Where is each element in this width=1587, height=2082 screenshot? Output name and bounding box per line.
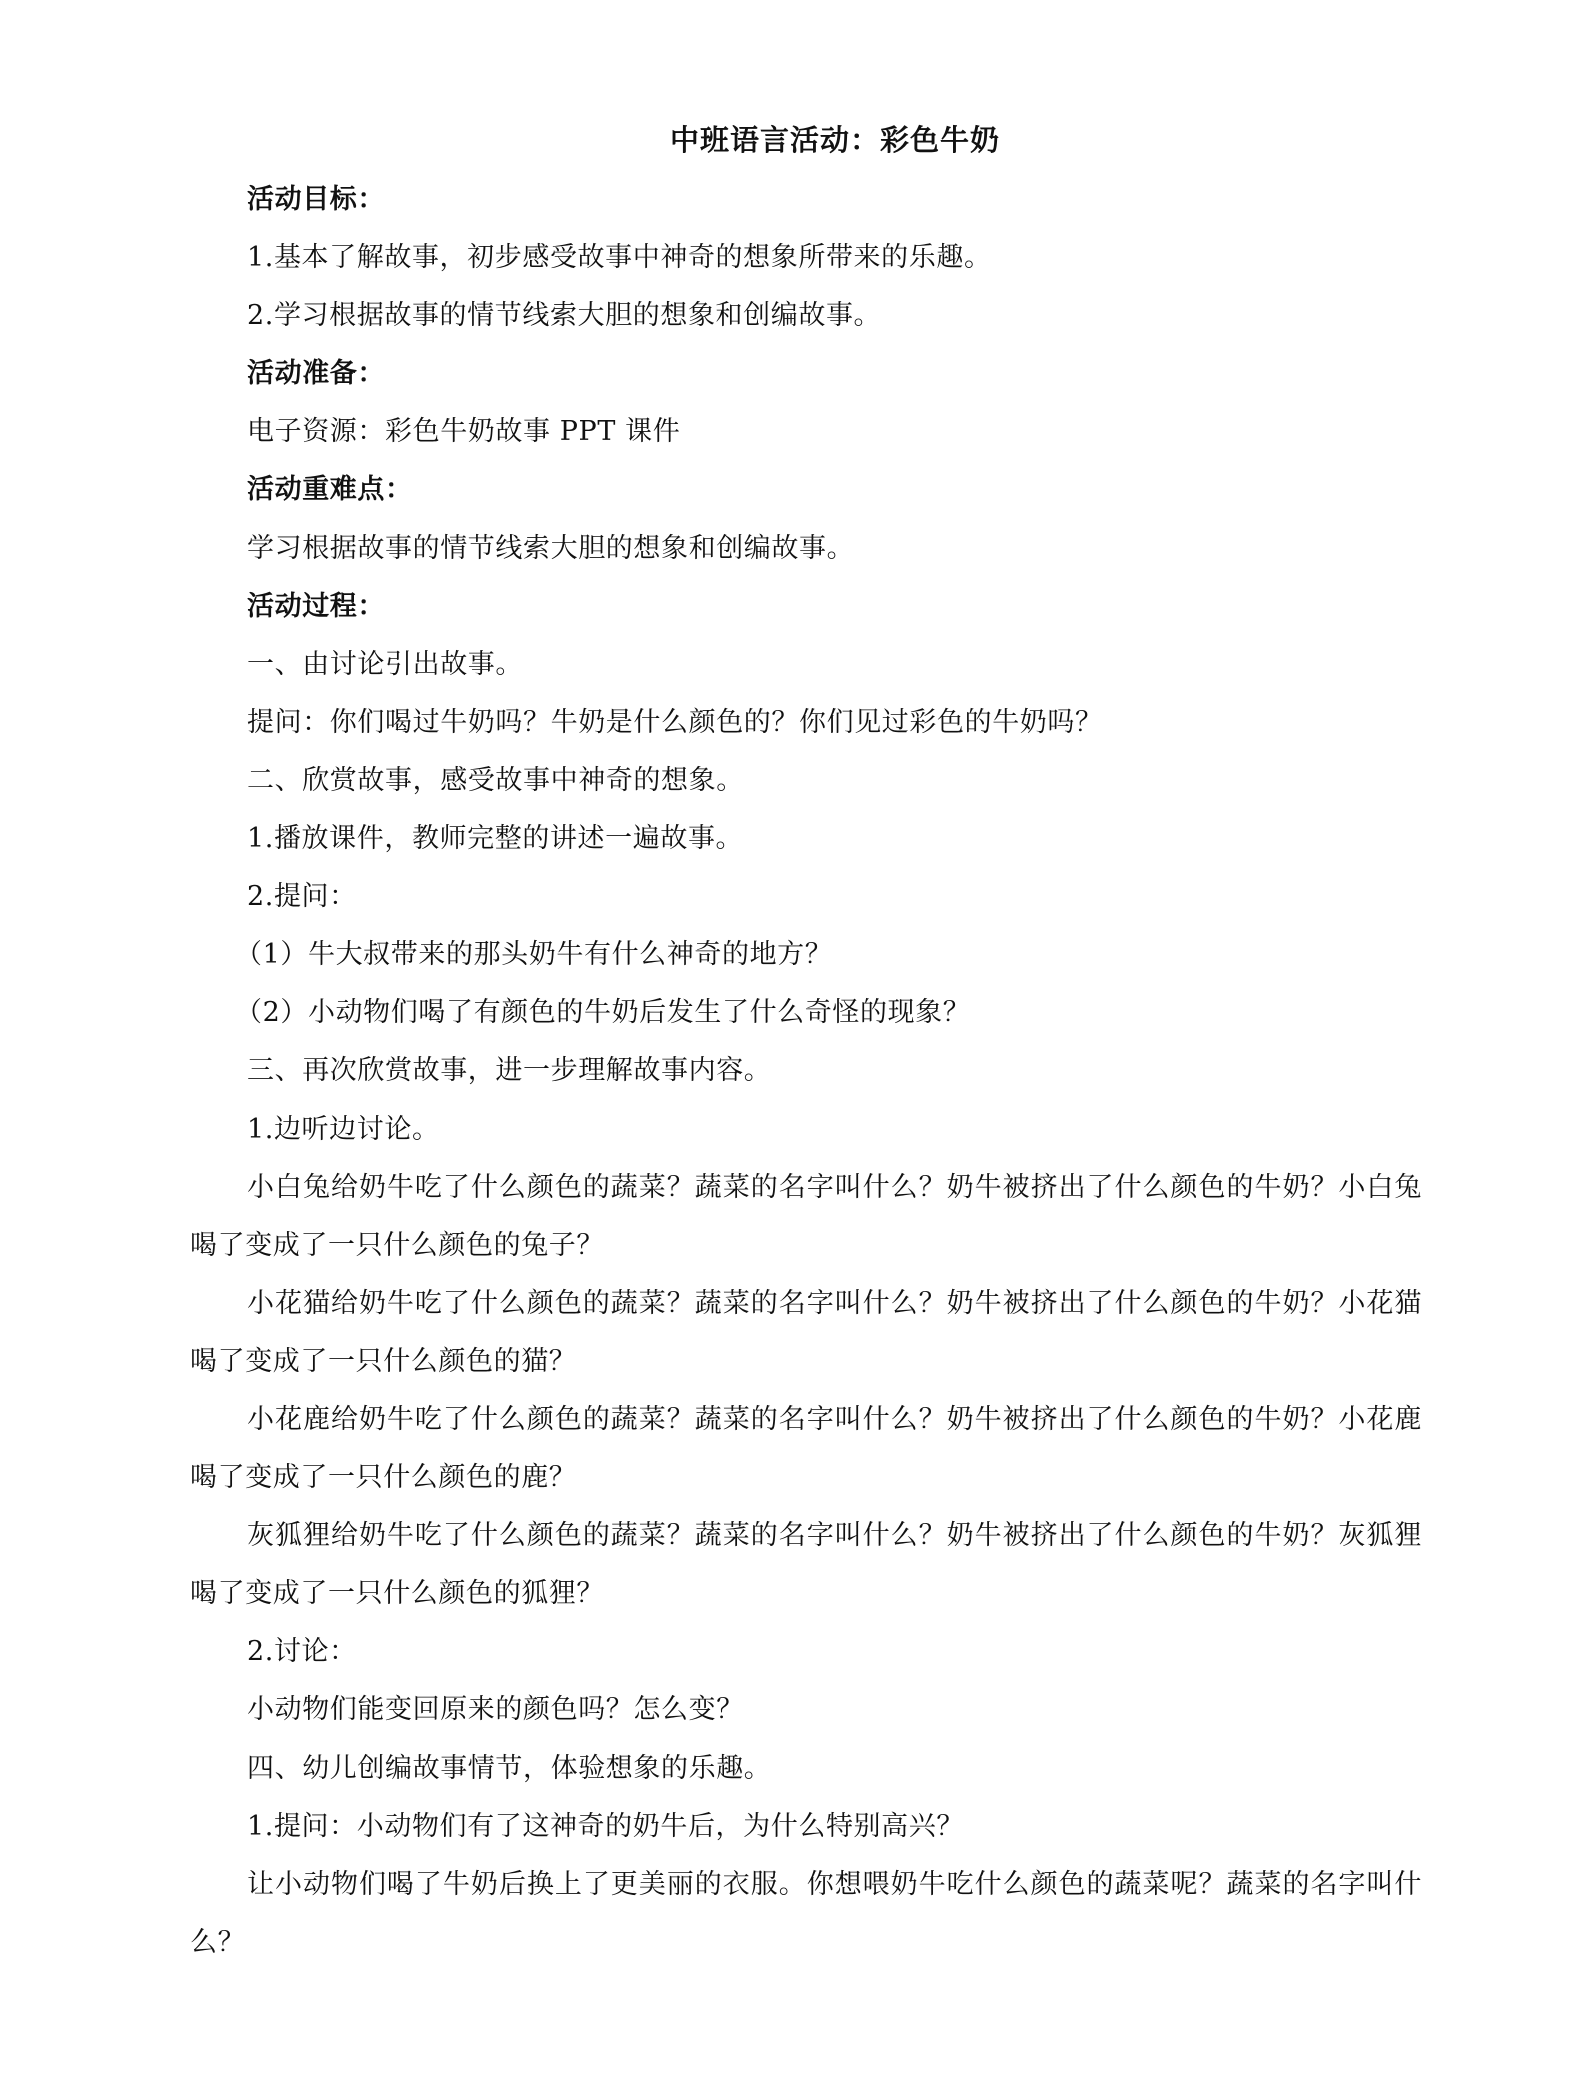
section-heading-process: 活动过程：	[247, 590, 385, 622]
story-question-deer: 小花鹿给奶牛吃了什么颜色的蔬菜？蔬菜的名字叫什么？奶牛被挤出了什么颜色的牛奶？小花鹿喝了变成了一只什么颜色的鹿？	[190, 1403, 1422, 1494]
document-title: 中班语言活动：彩色牛奶	[669, 123, 1000, 157]
question-item-2: （2）小动物们喝了有颜色的牛奶后发生了什么奇怪的现象？	[235, 997, 971, 1029]
section-heading-objectives: 活动目标：	[247, 184, 385, 215]
process-paragraph: 1.播放课件，教师完整的讲述一遍故事。	[247, 823, 744, 855]
process-step-3: 三、再次欣赏故事，进一步理解故事内容。	[247, 1055, 772, 1087]
process-paragraph: 提问：你们喝过牛奶吗？牛奶是什么颜色的？你们见过彩色的牛奶吗？	[247, 706, 1103, 738]
question-item-1: （1）牛大叔带来的那头奶牛有什么神奇的地方？	[235, 939, 833, 971]
process-step-1: 一、由讨论引出故事。	[247, 648, 523, 680]
process-paragraph: 2.提问：	[247, 881, 357, 913]
objective-item-1: 1.基本了解故事，初步感受故事中神奇的想象所带来的乐趣。	[247, 242, 992, 274]
process-paragraph: 2.讨论：	[247, 1636, 357, 1668]
process-step-4: 四、幼儿创编故事情节，体验想象的乐趣。	[247, 1752, 772, 1784]
process-step-2: 二、欣赏故事，感受故事中神奇的想象。	[247, 764, 744, 796]
process-paragraph: 1.边听边讨论。	[247, 1113, 440, 1145]
story-question-fox: 灰狐狸给奶牛吃了什么颜色的蔬菜？蔬菜的名字叫什么？奶牛被挤出了什么颜色的牛奶？灰狐狸喝了变成了一只什么颜色的狐狸？	[190, 1520, 1422, 1610]
section-heading-preparation: 活动准备：	[247, 358, 385, 390]
key-point-item: 学习根据故事的情节线索大胆的想象和创编故事。	[247, 532, 855, 564]
document-body	[190, 171, 1422, 1972]
story-question-rabbit: 小白兔给奶牛吃了什么颜色的蔬菜？蔬菜的名字叫什么？奶牛被挤出了什么颜色的牛奶？小白兔喝了变成了一只什么颜色的兔子？	[190, 1171, 1422, 1261]
process-paragraph: 让小动物们喝了牛奶后换上了更美丽的衣服。你想喂奶牛吃什么颜色的蔬菜呢？蔬菜的名字叫什么？	[190, 1868, 1422, 1958]
preparation-item: 电子资源：彩色牛奶故事 PPT 课件	[247, 416, 681, 448]
process-paragraph: 1.提问：小动物们有了这神奇的奶牛后，为什么特别高兴？	[247, 1810, 964, 1842]
section-heading-key-points: 活动重难点：	[247, 474, 413, 506]
objective-item-2: 2.学习根据故事的情节线索大胆的想象和创编故事。	[247, 300, 882, 332]
story-question-cat: 小花猫给奶牛吃了什么颜色的蔬菜？蔬菜的名字叫什么？奶牛被挤出了什么颜色的牛奶？小花猫喝了变成了一只什么颜色的猫？	[190, 1287, 1422, 1377]
process-paragraph: 小动物们能变回原来的颜色吗？怎么变？	[247, 1694, 744, 1726]
